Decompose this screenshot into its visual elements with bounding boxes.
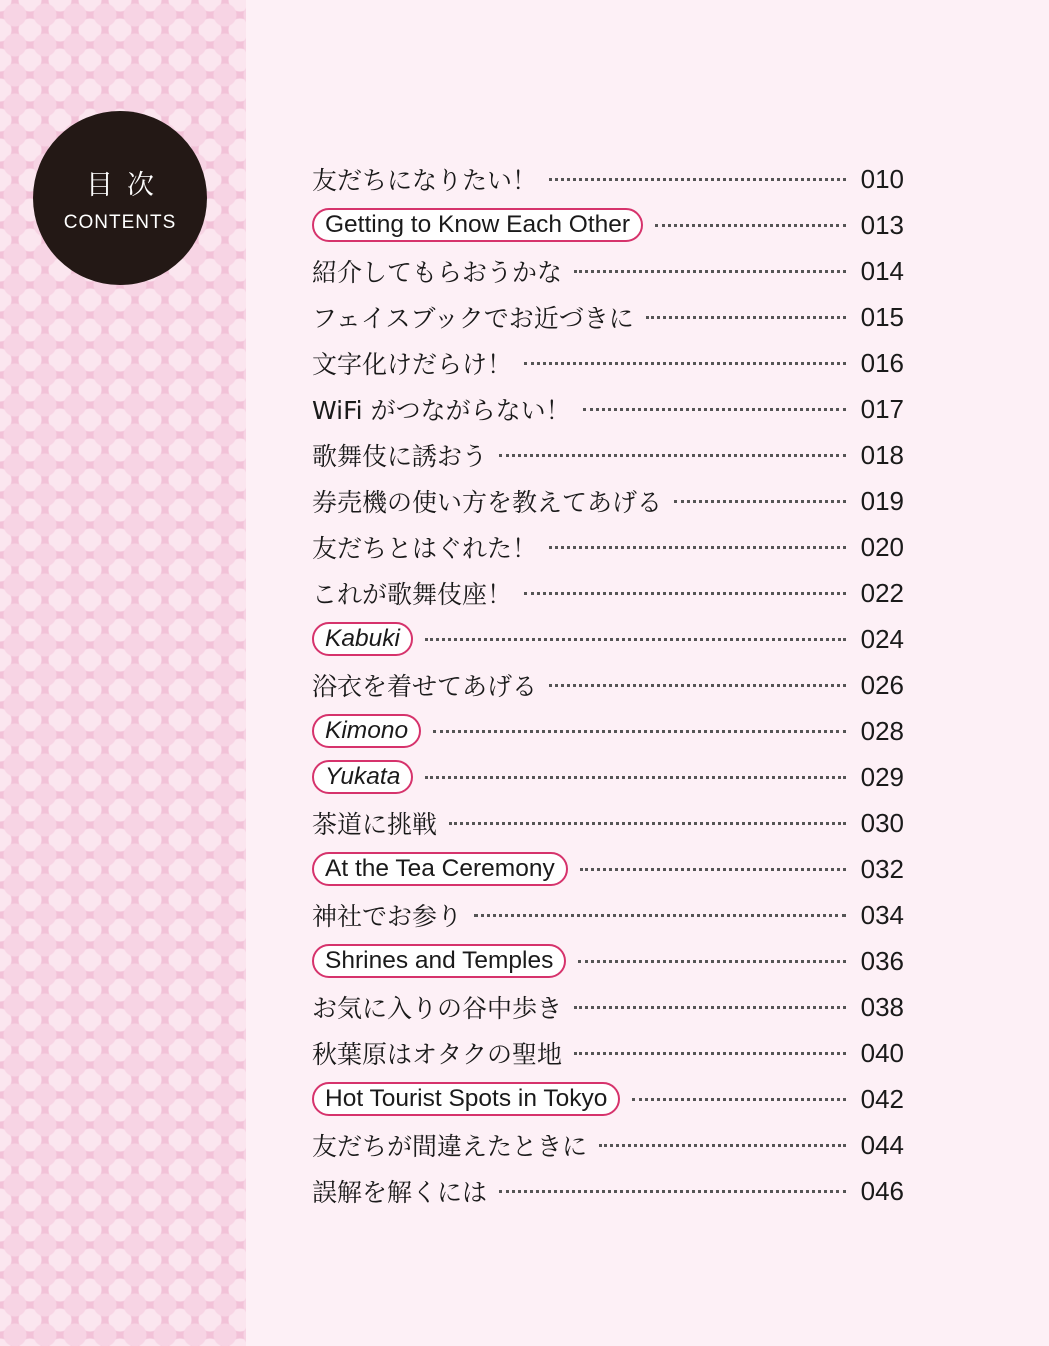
toc-entry[interactable] <box>312 1168 904 1214</box>
toc-entry-page-number: 038 <box>860 991 904 1022</box>
toc-entry-title: 神社でお参り <box>312 902 463 931</box>
toc-entry-title: Kimono <box>312 714 421 748</box>
dot-leader <box>549 684 846 687</box>
dot-leader <box>646 316 846 319</box>
toc-entry-page-number: 020 <box>860 531 904 562</box>
toc-entry[interactable] <box>312 984 904 1030</box>
toc-entry-title: 紹介してもらおうかな <box>312 258 563 287</box>
dot-leader <box>524 362 846 365</box>
toc-entry-title: Hot Tourist Spots in Tokyo <box>312 1082 620 1116</box>
toc-entry-page-number: 030 <box>860 807 904 838</box>
toc-entry-page-number: 024 <box>860 623 904 654</box>
toc-entry[interactable] <box>312 754 904 800</box>
toc-entry[interactable] <box>312 432 904 478</box>
toc-entry-page-number: 032 <box>860 853 904 884</box>
dot-leader <box>599 1144 846 1147</box>
toc-entry[interactable] <box>312 800 904 846</box>
toc-entry-title: 文字化けだらけ！ <box>312 350 513 379</box>
toc-entry-page-number: 013 <box>860 209 904 240</box>
toc-entry[interactable] <box>312 524 904 570</box>
toc-entry[interactable] <box>312 202 904 248</box>
dot-leader <box>583 408 846 411</box>
toc-entry[interactable] <box>312 662 904 708</box>
toc-entry-title: 茶道に挑戦 <box>312 810 438 839</box>
toc-entry[interactable] <box>312 386 904 432</box>
toc-entry-title: 券売機の使い方を教えてあげる <box>312 488 663 517</box>
dot-leader <box>574 1052 846 1055</box>
toc-entry[interactable] <box>312 616 904 662</box>
toc-entry[interactable] <box>312 570 904 616</box>
toc-entry-page-number: 015 <box>860 301 904 332</box>
toc-entry-title: フェイスブックでお近づきに <box>312 304 634 333</box>
toc-entry-title: 歌舞伎に誘おう <box>312 442 488 471</box>
toc-entry[interactable] <box>312 846 904 892</box>
toc-entry-title: 誤解を解くには <box>312 1178 488 1207</box>
toc-entry[interactable] <box>312 1122 904 1168</box>
toc-entry-title: At the Tea Ceremony <box>312 852 568 886</box>
toc-entry-title: WiFi がつながらない！ <box>312 396 571 425</box>
toc-entry-title: 友だちが間違えたときに <box>312 1132 588 1161</box>
dot-leader <box>549 178 846 181</box>
toc-entry-title: Shrines and Temples <box>312 944 566 978</box>
dot-leader <box>674 500 846 503</box>
toc-entry[interactable] <box>312 340 904 386</box>
dot-leader <box>549 546 846 549</box>
dot-leader <box>580 868 846 871</box>
toc-entry-title: 浴衣を着せてあげる <box>312 672 538 701</box>
dot-leader <box>499 454 846 457</box>
dot-leader <box>578 960 846 963</box>
toc-entry-page-number: 016 <box>860 347 904 378</box>
toc-entry-page-number: 017 <box>860 393 904 424</box>
toc-entry-page-number: 010 <box>860 163 904 194</box>
patterned-sidebar <box>0 0 246 1346</box>
toc-entry-title: お気に入りの谷中歩き <box>312 994 563 1023</box>
dot-leader <box>474 914 846 917</box>
dot-leader <box>499 1190 846 1193</box>
contents-badge <box>33 111 207 285</box>
dot-leader <box>524 592 846 595</box>
toc-entry[interactable] <box>312 1076 904 1122</box>
toc-entry-page-number: 036 <box>860 945 904 976</box>
toc-entry-page-number: 040 <box>860 1037 904 1068</box>
toc-entry-title: 友だちになりたい！ <box>312 166 538 195</box>
toc-entry[interactable] <box>312 892 904 938</box>
toc-entry[interactable] <box>312 1030 904 1076</box>
toc-entry[interactable] <box>312 478 904 524</box>
toc-entry-page-number: 029 <box>860 761 904 792</box>
toc-entry[interactable] <box>312 708 904 754</box>
toc-entry-page-number: 028 <box>860 715 904 746</box>
toc-entry-title: Kabuki <box>312 622 413 656</box>
toc-entry-page-number: 042 <box>860 1083 904 1114</box>
toc-entry-page-number: 018 <box>860 439 904 470</box>
toc-entry-page-number: 022 <box>860 577 904 608</box>
toc-entry[interactable] <box>312 294 904 340</box>
badge-title-en: CONTENTS <box>63 211 177 233</box>
toc-entry-title: 秋葉原はオタクの聖地 <box>312 1040 563 1069</box>
toc-entry-title: Getting to Know Each Other <box>312 208 643 242</box>
toc-entry[interactable] <box>312 156 904 202</box>
toc-entry-page-number: 034 <box>860 899 904 930</box>
dot-leader <box>574 1006 846 1009</box>
toc-entry-page-number: 026 <box>860 669 904 700</box>
toc-entry[interactable] <box>312 938 904 984</box>
toc-entry-title: Yukata <box>312 760 413 794</box>
toc-entry-title: 友だちとはぐれた！ <box>312 534 538 563</box>
dot-leader <box>655 224 846 227</box>
badge-title-jp: 目次 <box>86 169 168 201</box>
dot-leader <box>425 776 846 779</box>
dot-leader <box>433 730 846 733</box>
dot-leader <box>574 270 846 273</box>
toc-entry-page-number: 014 <box>860 255 904 286</box>
toc-entry-page-number: 019 <box>860 485 904 516</box>
dot-leader <box>632 1098 846 1101</box>
toc-entry-page-number: 044 <box>860 1129 904 1160</box>
toc-entry-title: これが歌舞伎座！ <box>312 580 513 609</box>
table-of-contents <box>312 156 904 1214</box>
toc-entry-page-number: 046 <box>860 1175 904 1206</box>
dot-leader <box>449 822 846 825</box>
toc-entry[interactable] <box>312 248 904 294</box>
dot-leader <box>425 638 846 641</box>
